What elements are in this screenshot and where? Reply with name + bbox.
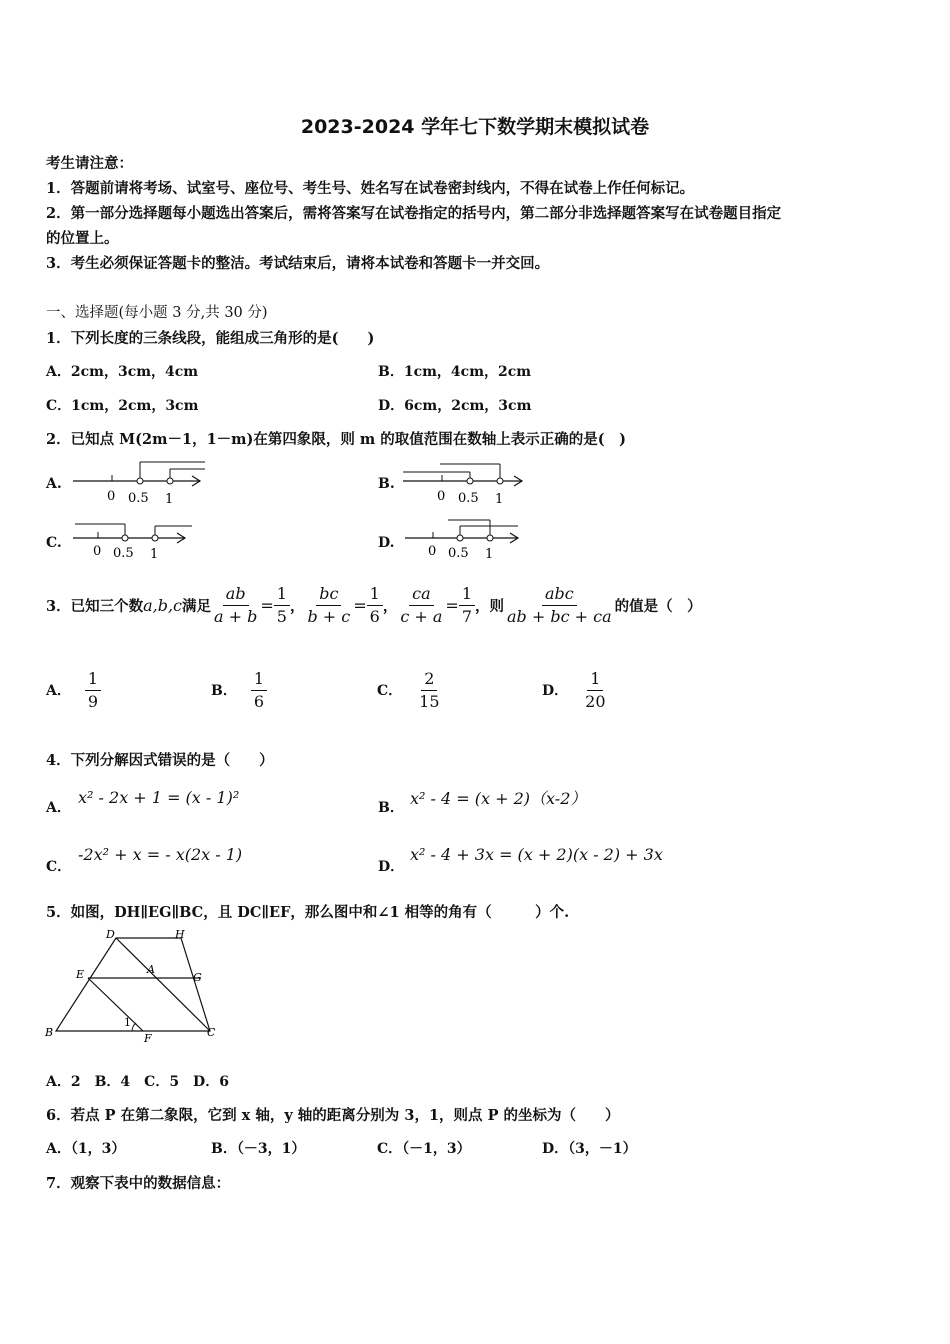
- q6-a-text: （1，3）: [70, 1141, 126, 1157]
- q2-b-label: B.: [378, 476, 395, 492]
- q3-frac-abc: [504, 583, 615, 628]
- page-title: 2023-2024 学年七下数学期末模拟试卷: [300, 116, 650, 138]
- label-A: A: [147, 963, 155, 976]
- q4-d-expr: x² - 4 + 3x = (x + 2)(x - 2) + 3x: [410, 845, 663, 864]
- q4-a-expr: x² - 2x + 1 = (x - 1)²: [78, 788, 240, 807]
- q1-c-label: C．: [46, 398, 72, 414]
- q3-post: 的值是（ ）: [614, 597, 702, 615]
- q6-b-label: B．: [211, 1141, 237, 1157]
- tick-1: 1: [495, 492, 504, 507]
- notice-line-1: 1．答题前请将考场、试室号、座位号、考生号、姓名写在试卷密封线内，不得在试卷上作任何标记。: [46, 180, 695, 197]
- q3-b-label: B．: [211, 683, 237, 699]
- q5-geometry-figure: [40, 928, 225, 1048]
- q1-option-b: [378, 361, 531, 381]
- q3-frac-r1: [274, 583, 290, 628]
- q7-stem: 7．观察下表中的数据信息：: [46, 1175, 231, 1192]
- q1-a-label: A．: [46, 364, 71, 380]
- q3-f2n: bc: [316, 583, 341, 606]
- label-C: C: [207, 1026, 216, 1039]
- q1-option-c: [46, 395, 198, 415]
- q4-c-label: C．: [46, 859, 72, 875]
- q2-a-label: A.: [46, 476, 62, 492]
- q4-c-expr: -2x² + x = - x(2x - 1): [78, 845, 243, 864]
- q3-d-frac: [582, 668, 608, 713]
- tick-0.5: 0.5: [128, 491, 149, 506]
- q3-b-den: 6: [253, 691, 265, 711]
- q3-a-num: 1: [85, 668, 101, 691]
- q6-d-label: D．: [542, 1141, 569, 1157]
- q3-comma1: ，: [289, 597, 305, 615]
- q3-c-num: 2: [421, 668, 437, 691]
- q4-d-label: D．: [378, 859, 405, 875]
- q3-option-a: [46, 662, 101, 718]
- q5-options: A．2 B．4 C．5 D．6: [46, 1074, 229, 1090]
- q3-mid: 满足: [182, 597, 212, 615]
- q3-r1n: 1: [274, 583, 290, 606]
- q6-d-text: （3，－1）: [568, 1141, 637, 1157]
- section-heading: 一、选择题(每小题 3 分,共 30 分): [46, 305, 268, 321]
- q4-stem: 4．下列分解因式错误的是（ ）: [46, 752, 274, 769]
- q3-c-den: 15: [419, 691, 440, 711]
- q3-r1d: 5: [276, 606, 287, 626]
- label-H: H: [175, 928, 185, 941]
- q3-comma2: ，: [382, 597, 398, 615]
- label-F: F: [144, 1032, 152, 1045]
- tick-0.5: 0.5: [448, 546, 469, 561]
- q2-stem: 2．已知点 M(2m－1，1－m)在第四象限，则 m 的取值范围在数轴上表示正确的是( ): [46, 431, 627, 448]
- q3-frac-ab: [211, 583, 260, 628]
- q3-f2d: b + c: [307, 606, 351, 626]
- tick-0: 0: [107, 489, 116, 504]
- q1-stem: 1．下列长度的三条线段，能组成三角形的是( ): [46, 330, 375, 347]
- q3-b-frac: [251, 668, 267, 713]
- label-B: B: [45, 1026, 54, 1039]
- q3-d-label: D．: [542, 683, 569, 699]
- q3-vars: a,b,c: [143, 595, 183, 615]
- q3-frac-ca: [397, 583, 445, 628]
- label-D: D: [106, 928, 115, 941]
- q2-number-line-b: [400, 455, 540, 507]
- q3-a-frac: [85, 668, 101, 713]
- notice-heading: 考生请注意：: [46, 155, 133, 172]
- q6-option-d: [542, 1138, 637, 1158]
- q3-c-frac: [416, 668, 442, 713]
- q6-stem: 6．若点 P 在第二象限，它到 x 轴，y 轴的距离分别为 3，1，则点 P 的坐标为（ ）: [46, 1107, 620, 1124]
- tick-1: 1: [165, 492, 174, 507]
- q3-f4n: abc: [542, 583, 577, 606]
- q1-option-a: [46, 361, 198, 381]
- q3-r3d: 7: [461, 606, 473, 626]
- q3-f1n: ab: [223, 583, 249, 606]
- notice-line-2b: 的位置上。: [46, 230, 119, 247]
- q3-pre: 3．已知三个数: [46, 597, 144, 615]
- tick-1: 1: [150, 547, 159, 562]
- q3-c-label: C．: [377, 683, 403, 699]
- q4-b-expr: x² - 4 = (x + 2)（x-2）: [410, 789, 587, 808]
- q6-option-a: [46, 1138, 125, 1158]
- q3-r2n: 1: [367, 583, 383, 606]
- notice-line-2a: 2．第一部分选择题每小题选出答案后，需将答案写在试卷指定的括号内，第二部分非选择题答案写在试卷题目指定: [46, 205, 782, 222]
- q3-a-den: 9: [87, 691, 99, 711]
- q1-b-label: B．: [378, 364, 404, 380]
- notice-line-3: 3．考生必须保证答题卡的整洁。考试结束后，请将本试卷和答题卡一并交回。: [46, 255, 550, 272]
- q6-c-label: C．: [377, 1141, 403, 1157]
- q3-option-b: [211, 662, 267, 718]
- q3-frac-r2: [367, 583, 383, 628]
- q1-option-d: [378, 395, 531, 415]
- tick-0: 0: [93, 544, 102, 559]
- q2-number-line-a: [70, 455, 210, 507]
- q3-stem: [46, 577, 702, 633]
- q3-r2d: 6: [369, 606, 380, 626]
- q2-d-label: D.: [378, 535, 395, 551]
- q6-option-c: [377, 1138, 471, 1158]
- label-G: G: [193, 971, 202, 984]
- q3-f1d: a + b: [214, 606, 258, 626]
- q2-c-label: C.: [46, 535, 62, 551]
- q3-then: ，则: [475, 597, 505, 615]
- q6-option-b: [211, 1138, 305, 1158]
- q1-d-text: 6cm，2cm，3cm: [404, 398, 532, 414]
- q3-f4d: ab + bc + ca: [507, 606, 612, 626]
- q3-f3n: ca: [409, 583, 434, 606]
- q6-c-text: （－1，3）: [402, 1141, 471, 1157]
- label-E: E: [76, 968, 85, 981]
- q3-b-num: 1: [251, 668, 267, 691]
- q1-d-label: D．: [378, 398, 405, 414]
- q1-b-text: 1cm，4cm，2cm: [403, 364, 532, 380]
- tick-0.5: 0.5: [113, 546, 134, 561]
- q1-c-text: 1cm，2cm，3cm: [71, 398, 199, 414]
- q3-eq3: =: [445, 595, 459, 615]
- q6-a-label: A．: [46, 1141, 71, 1157]
- q4-a-label: A．: [46, 800, 71, 816]
- q4-b-label: B．: [378, 800, 404, 816]
- q3-eq1: =: [260, 595, 274, 615]
- q3-option-c: [377, 662, 443, 718]
- q3-option-d: [542, 662, 609, 718]
- q3-frac-bc: [304, 583, 353, 628]
- tick-1: 1: [485, 547, 494, 562]
- tick-0.5: 0.5: [458, 491, 479, 506]
- q3-d-num: 1: [587, 668, 603, 691]
- q1-a-text: 2cm，3cm，4cm: [70, 364, 199, 380]
- q5-stem: 5．如图，DH∥EG∥BC，且 DC∥EF，那么图中和∠1 相等的角有（ ）个.: [46, 904, 570, 921]
- q2-number-line-c: [70, 515, 210, 567]
- q3-a-label: A．: [46, 683, 71, 699]
- q3-eq2: =: [353, 595, 367, 615]
- tick-0: 0: [437, 489, 446, 504]
- q3-frac-r3: [459, 583, 475, 628]
- q3-d-den: 20: [585, 691, 606, 711]
- tick-0: 0: [428, 544, 437, 559]
- q6-b-text: （－3，1）: [236, 1141, 306, 1157]
- q3-r3n: 1: [459, 583, 475, 606]
- label-angle-1: 1: [124, 1016, 131, 1029]
- q2-number-line-d: [400, 515, 540, 567]
- q3-f3d: c + a: [400, 606, 443, 626]
